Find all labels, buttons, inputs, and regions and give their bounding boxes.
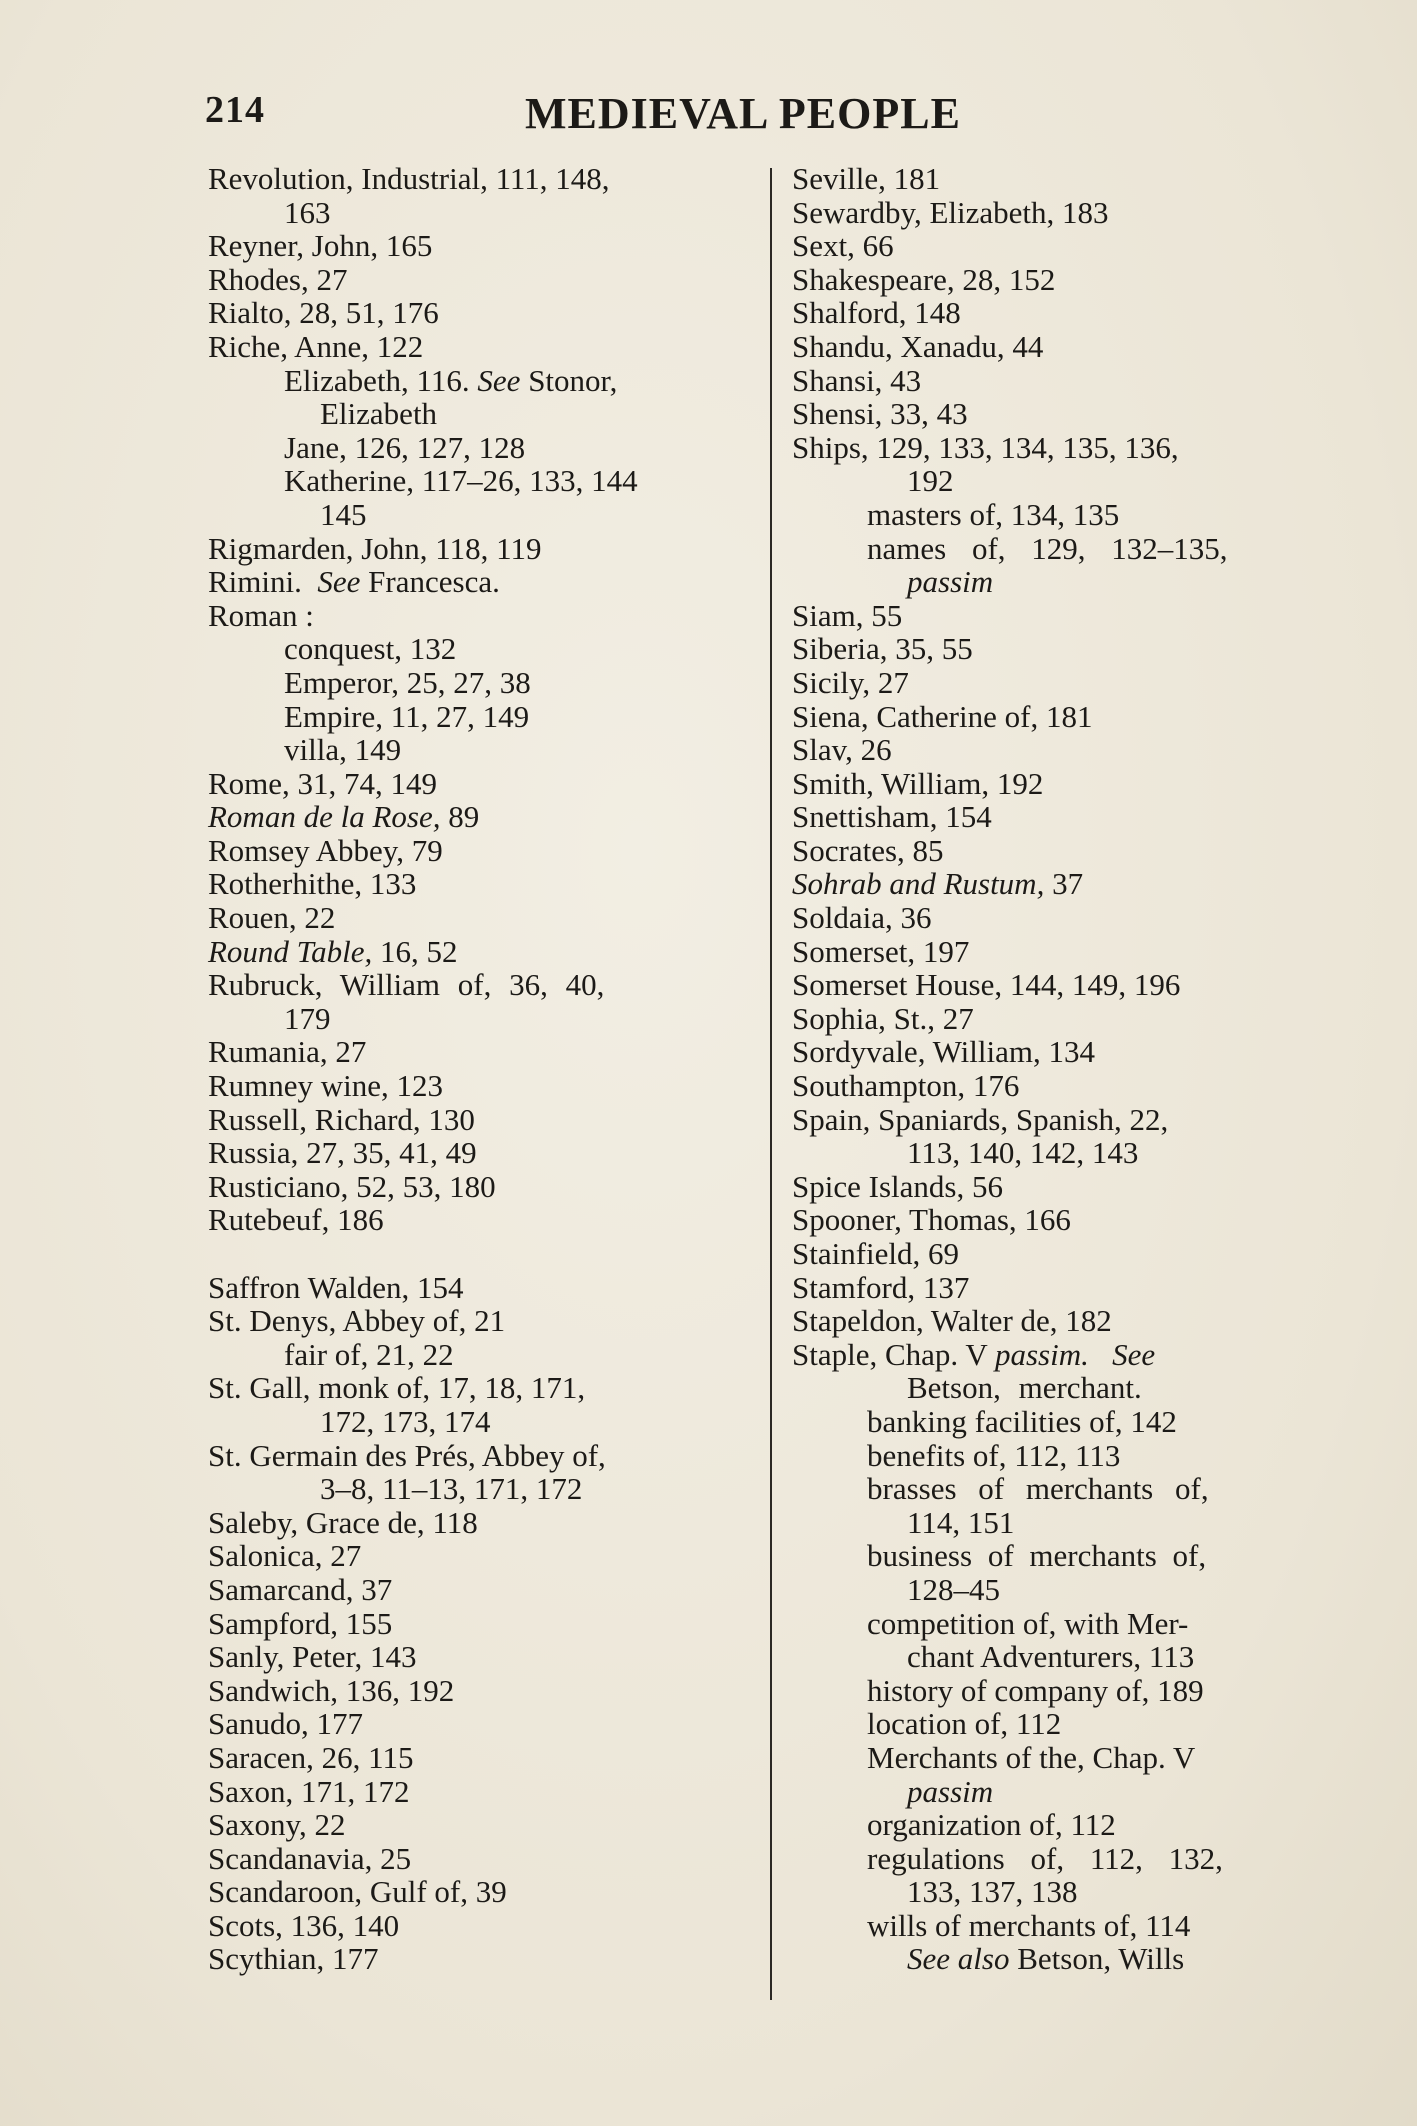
- column-divider: [770, 168, 772, 2000]
- index-subentry: names of, 129, 132–135,: [867, 530, 1228, 566]
- index-subentry: conquest, 132: [284, 631, 457, 667]
- index-subentry: brasses of merchants of,: [867, 1471, 1209, 1507]
- index-entry-continuation: 145: [320, 496, 367, 532]
- index-entry: Rubruck, William of, 36, 40,: [208, 967, 605, 1003]
- index-subentry: [208, 364, 756, 398]
- index-entry: [792, 867, 1347, 901]
- index-entry-continuation: 128–45: [907, 1571, 1000, 1607]
- index-column-left: [208, 162, 756, 1976]
- see-reference: See: [477, 362, 521, 398]
- index-entry: Shalford, 148: [792, 295, 961, 331]
- index-entry: [208, 565, 756, 599]
- index-subentry: fair of, 21, 22: [284, 1336, 454, 1372]
- page-reference: 16, 52: [379, 933, 458, 969]
- index-entry: Stamford, 137: [792, 1269, 970, 1305]
- index-entry-continuation: 113, 140, 142, 143: [907, 1135, 1139, 1171]
- index-entry-continuation: [792, 1942, 1347, 1976]
- cross-reference: Francesca.: [368, 564, 500, 600]
- index-entry: Siam, 55: [792, 597, 903, 633]
- index-entry: Spain, Spaniards, Spanish, 22,: [792, 1101, 1169, 1137]
- index-entry: Ships, 129, 133, 134, 135, 136,: [792, 429, 1179, 465]
- index-entry: Rutebeuf, 186: [208, 1202, 384, 1238]
- index-entry: Salonica, 27: [208, 1538, 362, 1574]
- page-reference: 37: [1052, 866, 1084, 902]
- index-entry: Shansi, 43: [792, 362, 922, 398]
- page-number: 214: [205, 89, 265, 131]
- index-subentry: Merchants of the, Chap. V: [867, 1739, 1196, 1775]
- index-entry: Samarcand, 37: [208, 1571, 393, 1607]
- index-entry: Sandwich, 136, 192: [208, 1672, 455, 1708]
- index-entry: Sicily, 27: [792, 664, 909, 700]
- index-subentry: location of, 112: [867, 1706, 1062, 1742]
- index-entry: Sanudo, 177: [208, 1706, 363, 1742]
- page-reference: 89: [448, 799, 480, 835]
- index-entry: Roman :: [208, 597, 314, 633]
- index-entry-continuation: 192: [907, 463, 954, 499]
- entry-text: Staple, Chap. V: [792, 1336, 988, 1372]
- index-entry: Sordyvale, William, 134: [792, 1034, 1095, 1070]
- index-entry-continuation: Elizabeth: [320, 396, 438, 432]
- index-entry: Sanly, Peter, 143: [208, 1639, 417, 1675]
- index-entry: St. Denys, Abbey of, 21: [208, 1303, 506, 1339]
- index-entry: Somerset House, 144, 149, 196: [792, 967, 1181, 1003]
- index-entry: Romsey Abbey, 79: [208, 832, 443, 868]
- index-subentry: benefits of, 112, 113: [867, 1437, 1121, 1473]
- index-subentry: Emperor, 25, 27, 38: [284, 664, 531, 700]
- index-entry: Spooner, Thomas, 166: [792, 1202, 1071, 1238]
- passim-note: passim: [907, 1773, 994, 1809]
- index-entry: Scythian, 177: [208, 1941, 379, 1977]
- index-subentry: banking facilities of, 142: [867, 1403, 1177, 1439]
- index-entry: Saxon, 171, 172: [208, 1773, 410, 1809]
- page-header: [205, 88, 1005, 148]
- index-entry: Siberia, 35, 55: [792, 631, 973, 667]
- index-entry-continuation: [792, 1775, 1347, 1809]
- index-entry: Sext, 66: [792, 228, 894, 264]
- index-entry-continuation: chant Adventurers, 113: [907, 1639, 1195, 1675]
- index-entry: Siena, Catherine of, 181: [792, 698, 1093, 734]
- index-entry: Reyner, John, 165: [208, 228, 433, 264]
- index-entry: Shensi, 33, 43: [792, 396, 968, 432]
- cross-reference: Betson, Wills: [1017, 1941, 1185, 1977]
- index-entry: Rigmarden, John, 118, 119: [208, 530, 542, 566]
- index-subentry: villa, 149: [284, 732, 402, 768]
- index-subentry: history of company of, 189: [867, 1672, 1204, 1708]
- index-subentry: Empire, 11, 27, 149: [284, 698, 530, 734]
- see-also-reference: See also: [907, 1941, 1010, 1977]
- index-entry: Sampford, 155: [208, 1605, 393, 1641]
- index-entry: Slav, 26: [792, 732, 892, 768]
- index-entry: St. Germain des Prés, Abbey of,: [208, 1437, 606, 1473]
- index-entry: Snettisham, 154: [792, 799, 992, 835]
- index-entry: Sophia, St., 27: [792, 1000, 974, 1036]
- index-entry: Riche, Anne, 122: [208, 328, 424, 364]
- section-gap: [208, 1237, 756, 1271]
- index-column-right: [792, 162, 1347, 1976]
- index-entry-continuation: Betson, merchant.: [907, 1370, 1142, 1406]
- index-subentry: wills of merchants of, 114: [867, 1907, 1191, 1943]
- index-entry: Rumney wine, 123: [208, 1068, 444, 1104]
- index-entry: Soldaia, 36: [792, 900, 932, 936]
- index-entry: Rialto, 28, 51, 176: [208, 295, 439, 331]
- index-entry: Shandu, Xanadu, 44: [792, 328, 1044, 364]
- passim-note: passim.: [994, 1336, 1089, 1372]
- index-entry: Rusticiano, 52, 53, 180: [208, 1168, 496, 1204]
- italic-title: Sohrab and Rustum,: [792, 866, 1045, 902]
- index-entry: Scandanavia, 25: [208, 1840, 412, 1876]
- index-entry: Saracen, 26, 115: [208, 1739, 414, 1775]
- index-entry: Russia, 27, 35, 41, 49: [208, 1135, 477, 1171]
- index-entry: Rhodes, 27: [208, 261, 348, 297]
- index-entry: Stainfield, 69: [792, 1236, 960, 1271]
- index-entry: Revolution, Industrial, 111, 148,: [208, 161, 610, 196]
- index-entry-continuation: 114, 151: [907, 1504, 1015, 1540]
- index-entry: Rome, 31, 74, 149: [208, 765, 438, 801]
- index-entry: Russell, Richard, 130: [208, 1101, 475, 1137]
- index-entry: [208, 935, 756, 969]
- index-entry: Sewardby, Elizabeth, 183: [792, 194, 1109, 230]
- index-subentry: Jane, 126, 127, 128: [284, 429, 526, 465]
- index-entry: Saleby, Grace de, 118: [208, 1504, 478, 1540]
- index-entry: Rumania, 27: [208, 1034, 367, 1070]
- index-entry: Stapeldon, Walter de, 182: [792, 1303, 1112, 1339]
- index-subentry: masters of, 134, 135: [867, 496, 1120, 532]
- index-entry-continuation: 133, 137, 138: [907, 1874, 1078, 1910]
- index-entry-continuation: [792, 565, 1347, 599]
- index-entry: Scandaroon, Gulf of, 39: [208, 1874, 507, 1910]
- index-subentry: regulations of, 112, 132,: [867, 1840, 1223, 1876]
- index-entry: Scots, 136, 140: [208, 1907, 400, 1943]
- passim-note: passim: [907, 564, 994, 600]
- see-reference: See: [1112, 1336, 1156, 1372]
- index-entry: Seville, 181: [792, 161, 941, 196]
- italic-title: Roman de la Rose,: [208, 799, 441, 835]
- index-entry: [792, 1338, 1347, 1372]
- index-subentry: business of merchants of,: [867, 1538, 1207, 1574]
- index-entry: [208, 800, 756, 834]
- running-title: MEDIEVAL PEOPLE: [525, 89, 961, 138]
- index-entry: Socrates, 85: [792, 832, 944, 868]
- index-entry-continuation: 163: [284, 194, 331, 230]
- cross-reference: Stonor,: [528, 362, 618, 398]
- index-entry: Spice Islands, 56: [792, 1168, 1003, 1204]
- index-entry: Somerset, 197: [792, 933, 970, 969]
- index-entry: Southampton, 176: [792, 1068, 1020, 1104]
- subentry-text: Elizabeth, 116.: [284, 362, 470, 398]
- index-subentry: organization of, 112: [867, 1807, 1116, 1843]
- see-reference: See: [317, 564, 361, 600]
- index-subentry: competition of, with Mer-: [867, 1605, 1189, 1641]
- index-entry-continuation: 179: [284, 1000, 331, 1036]
- index-entry: Smith, William, 192: [792, 765, 1044, 801]
- italic-title: Round Table,: [208, 933, 373, 969]
- index-entry: Rouen, 22: [208, 900, 336, 936]
- index-entry-continuation: 172, 173, 174: [320, 1403, 491, 1439]
- index-entry: Shakespeare, 28, 152: [792, 261, 1056, 297]
- index-subentry: Katherine, 117–26, 133, 144: [284, 463, 638, 499]
- index-entry: Saxony, 22: [208, 1807, 346, 1843]
- entry-text: Rimini.: [208, 564, 302, 600]
- index-entry: Saffron Walden, 154: [208, 1269, 464, 1305]
- index-entry-continuation: 3–8, 11–13, 171, 172: [320, 1471, 583, 1507]
- index-entry: St. Gall, monk of, 17, 18, 171,: [208, 1370, 586, 1406]
- index-entry: Rotherhithe, 133: [208, 866, 417, 902]
